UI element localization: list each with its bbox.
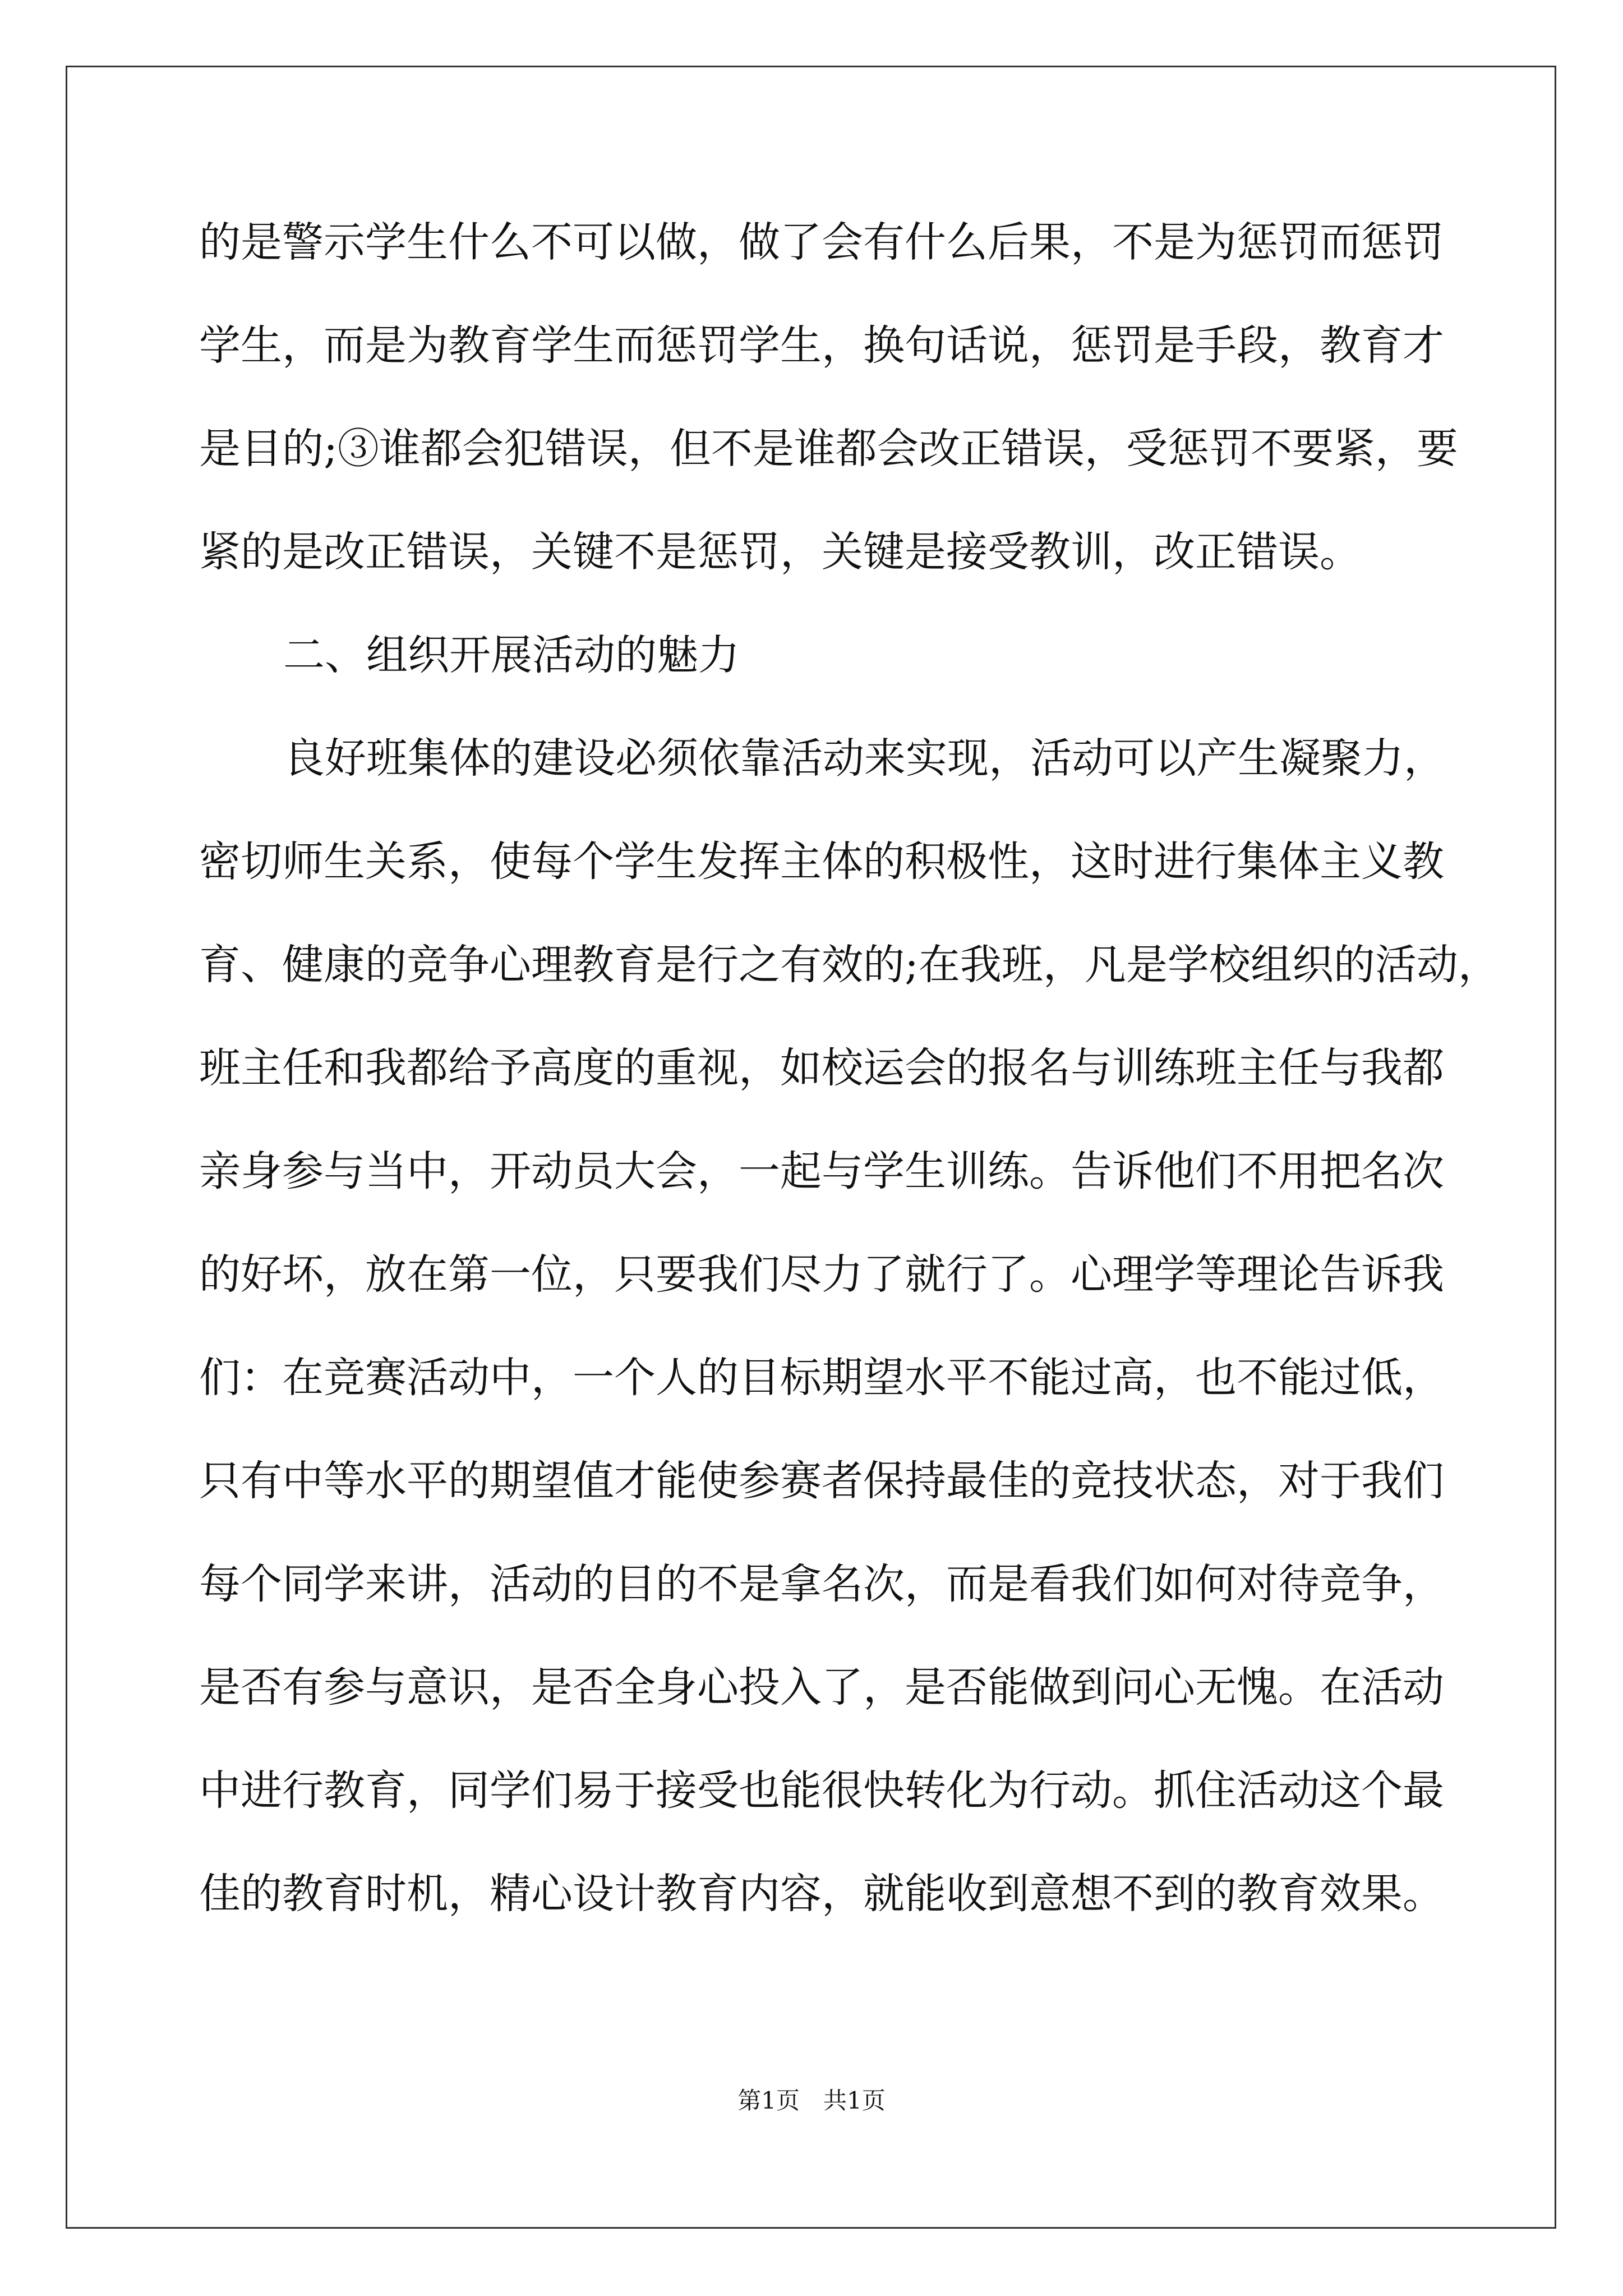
text-line: 只有中等水平的期望值才能使参赛者保持最佳的竞技状态，对于我们 [199, 1457, 1444, 1505]
text-line: 是目的;③谁都会犯错误，但不是谁都会改正错误，受惩罚不要紧，要 [199, 425, 1458, 473]
text-line: 学生，而是为教育学生而惩罚学生，换句话说，惩罚是手段，教育才 [199, 321, 1444, 370]
text-line: 育、健康的竞争心理教育是行之有效的;在我班，凡是学校组织的活动， [199, 941, 1500, 989]
section-heading: 二、组织开展活动的魅力 [283, 631, 740, 679]
text-line: 的是警示学生什么不可以做，做了会有什么后果，不是为惩罚而惩罚 [199, 218, 1444, 266]
text-line: 密切师生关系，使每个学生发挥主体的积极性，这时进行集体主义教 [199, 838, 1444, 886]
text-line: 亲身参与当中，开动员大会，一起与学生训练。告诉他们不用把名次 [199, 1147, 1444, 1195]
text-line: 良好班集体的建设必须依靠活动来实现，活动可以产生凝聚力， [283, 734, 1445, 783]
text-line: 是否有参与意识，是否全身心投入了，是否能做到问心无愧。在活动 [199, 1663, 1444, 1711]
text-line: 紧的是改正错误，关键不是惩罚，关键是接受教训，改正错误。 [199, 528, 1361, 576]
page-number: 第1页 共1页 [737, 2087, 886, 2114]
text-line: 的好坏，放在第一位，只要我们尽力了就行了。心理学等理论告诉我 [199, 1250, 1444, 1299]
text-line: 班主任和我都给予高度的重视，如校运会的报名与训练班主任与我都 [199, 1044, 1444, 1092]
text-line: 中进行教育，同学们易于接受也能很快转化为行动。抓住活动这个最 [199, 1766, 1444, 1815]
document-body [199, 191, 1500, 1945]
text-line: 佳的教育时机，精心设计教育内容，就能收到意想不到的教育效果。 [199, 1870, 1444, 1918]
text-line: 每个同学来讲，活动的目的不是拿名次，而是看我们如何对待竞争， [199, 1560, 1444, 1608]
text-line: 们：在竞赛活动中，一个人的目标期望水平不能过高，也不能过低， [199, 1354, 1444, 1402]
